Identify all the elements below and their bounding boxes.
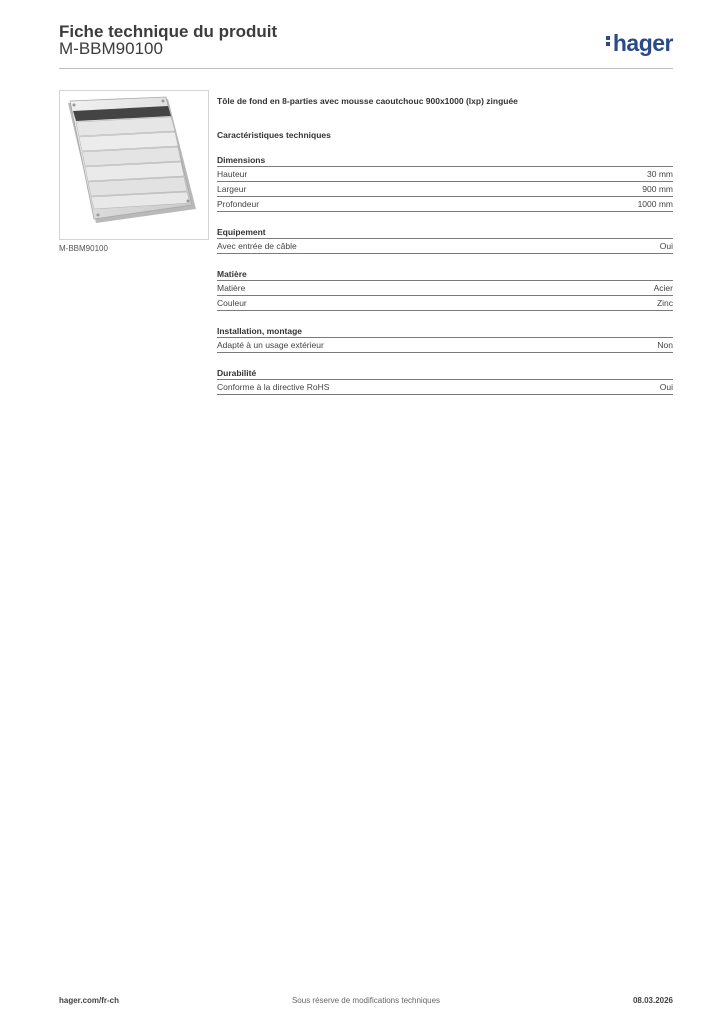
section-title: Equipement bbox=[217, 226, 673, 239]
spec-label: Couleur bbox=[217, 298, 247, 308]
section-title: Durabilité bbox=[217, 367, 673, 380]
spec-row bbox=[217, 296, 673, 311]
spec-row bbox=[217, 338, 673, 353]
spec-value: Zinc bbox=[656, 298, 673, 308]
logo-text: hager bbox=[612, 30, 673, 56]
section-dimensions bbox=[217, 154, 673, 212]
spec-value: 30 mm bbox=[647, 169, 673, 179]
spec-value: 1000 mm bbox=[637, 199, 673, 209]
mounting-plate-image bbox=[60, 91, 208, 239]
spec-value: Non bbox=[657, 340, 673, 350]
spec-value: Acier bbox=[653, 283, 673, 293]
image-caption: M-BBM90100 bbox=[59, 244, 108, 253]
spec-label: Avec entrée de câble bbox=[217, 241, 297, 251]
spec-label: Hauteur bbox=[217, 169, 248, 179]
spec-label: Conforme à la directive RoHS bbox=[217, 382, 330, 392]
footer-website-link[interactable]: hager.com/fr-ch bbox=[59, 996, 120, 1005]
product-code: M-BBM90100 bbox=[59, 39, 163, 58]
document-title: Fiche technique du produit bbox=[59, 22, 278, 41]
section-installation bbox=[217, 325, 673, 353]
product-details bbox=[217, 96, 673, 409]
section-matiere bbox=[217, 268, 673, 311]
spec-value: Oui bbox=[659, 382, 673, 392]
section-equipement bbox=[217, 226, 673, 254]
product-image bbox=[59, 90, 209, 240]
spec-value: Oui bbox=[659, 241, 673, 251]
page-header bbox=[59, 20, 673, 69]
section-title: Matière bbox=[217, 268, 673, 281]
spec-label: Profondeur bbox=[217, 199, 260, 209]
spec-label: Largeur bbox=[217, 184, 247, 194]
section-durabilite bbox=[217, 367, 673, 395]
spec-row bbox=[217, 182, 673, 197]
footer-disclaimer: Sous réserve de modifications techniques bbox=[291, 996, 441, 1005]
section-title: Dimensions bbox=[217, 154, 673, 167]
spec-row bbox=[217, 281, 673, 296]
hager-logo bbox=[606, 30, 673, 57]
spec-label: Matière bbox=[217, 283, 246, 293]
logo-dots-icon bbox=[606, 34, 611, 48]
spec-value: 900 mm bbox=[642, 184, 673, 194]
section-title: Installation, montage bbox=[217, 325, 673, 338]
spec-row bbox=[217, 197, 673, 212]
spec-row bbox=[217, 239, 673, 254]
product-description: Tôle de fond en 8-parties avec mousse caoutchouc 900x1000 (lxp) zinguée bbox=[217, 96, 518, 106]
spec-row bbox=[217, 167, 673, 182]
page-footer bbox=[59, 996, 673, 1010]
footer-date: 08.03.2026 bbox=[632, 996, 673, 1005]
characteristics-title: Caractéristiques techniques bbox=[217, 130, 331, 140]
spec-row bbox=[217, 380, 673, 395]
spec-label: Adapté à un usage extérieur bbox=[217, 340, 324, 350]
